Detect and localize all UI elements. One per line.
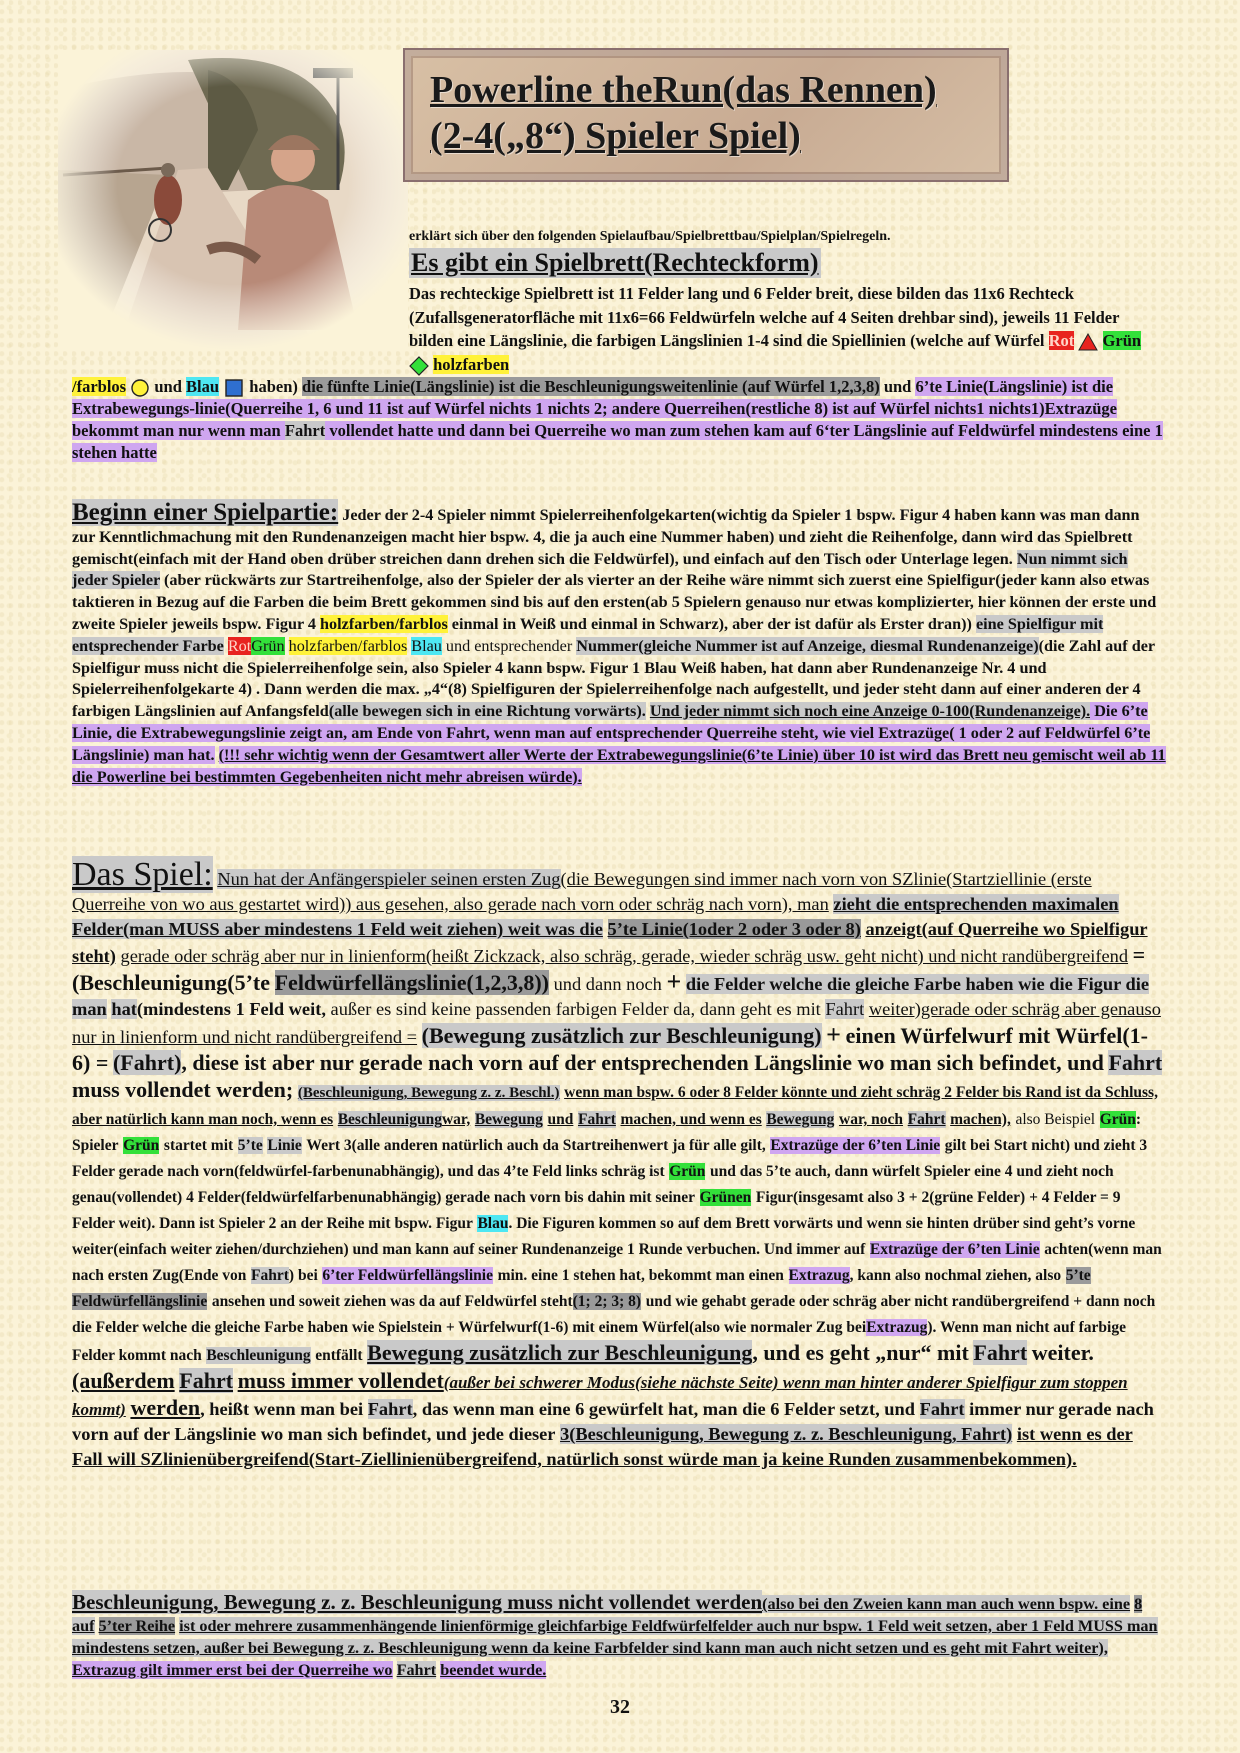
section-heading-schluss: Beschleunigung, Bewegung z. z. Beschleunigung muss nicht vollendet werden — [72, 1590, 763, 1614]
plus-icon: + — [666, 967, 682, 996]
section-heading-spiel: Das Spiel: — [72, 856, 213, 893]
page-number: 32 — [610, 1696, 630, 1718]
section-spiel: Das Spiel: Nun hat der Anfängerspieler seinen ersten Zug(die Bewegungen sind immer nach vorn von SZlinie(Startziellinie (erste Querreihe von wo aus gestartet wird)) aus gesehen, also gerade nach vorn oder schräg nach vorn), man zieht die entsprechenden maximalen Felder(man MUSS aber mindestens 1 Feld weit ziehen) weit was die 5’te Linie(1oder 2 oder 3 oder 8) anzeigt(auf Querreihe wo Spielfigur steht) gerade oder schräg aber nur in linienform(heißt Zickzack, also schräg, gerade, wieder schräg usw. geht nicht) und nicht randübergreifend = (Beschleunigung(5’te Feldwürfellängslinie(1,2,3,8)) und dann noch + die Felder welche die gleiche Farbe haben wie die Figur die man hat(mindestens 1 Feld weit, außer es sind keine passenden farbigen Felder da, dann geht es mit Fahrt weiter)gerade oder schräg aber genauso nur in linienform und nicht randübergreifend = (Bewegung zusätzlich zur Beschleunigung) + einen Würfelwurf mit Würfel(1-6) = (Fahrt), diese ist aber nur gerade nach vorn auf der entsprechenden Längslinie wo man sich befindet, und Fahrt muss vollendet werden; (Beschleunigung, Bewegung z. z. Beschl.) wenn man bspw. 6 oder 8 Felder könnte und zieht schräg 2 Felder bis Rand ist da Schluss, aber natürlich kann man noch, wenn es Beschleunigungwar, Bewegung und Fahrt machen, und wenn es Bewegung war, noch Fahrt machen), also Beispiel Grün: Spieler Grün startet mit 5’te Linie Wert 3(alle anderen natürlich auch da Startreihenwert ja für alle gilt, Extrazüge der 6’ten Linie gilt bei Start nicht) und zieht 3 Felder gerade nach vorn(feldwürfel-farbenunabhängig), und das 4’te Feld links schräg ist Grün und das 5’te auch, dann würfelt Spieler eine 4 und zieht noch genau(vollendet) 4 Felder(feldwürfelfarbenunabhängig) gerade nach vorn bis dahin mit seiner Grünen Figur(insgesamt also 3 + 2(grüne Felder) + 4 Felder = 9 Felder weit). Dann ist Spieler 2 an der Reihe mit bspw. Figur Blau. Die Figuren kommen so auf dem Brett vorwärts und wenn sie hinten drüber sind geht’s vorne weiter(einfach weiter ziehen/durchziehen) und man kann auf seiner Rundenanzeige 1 Runde verbuchen. Und immer auf Extrazüge der 6’ten Linie achten(wenn man nach ersten Zug(Ende von Fahrt) bei 6’ter Feldwürfellängslinie min. eine 1 stehen hat, bekommt man einen Extrazug, kann also nochmal ziehen, also 5’te Feldwürfellängslinie ansehen und soweit ziehen was da auf Feldwürfel steht(1; 2; 3; 8) und wie gehabt gerade oder schräg aber nicht randübergreifend + dann noch die Felder welche die gleiche Farbe haben wie Spielstein + Würfelwurf(1-6) mit einem Würfel(also wie normaler Zug beiExtrazug). Wenn man nicht auf farbige Felder kommt nach Beschleunigung entfällt Bewegung zusätzlich zur Beschleunigung, und es geht „nur“ mit Fahrt weiter. (außerdem Fahrt muss immer vollendet(außer bei schwerer Modus(siehe nächste Seite) wenn man hinter anderer Spielfigur zum stoppen kommt) werden, heißt wenn man bei Fahrt, das wenn man eine 6 gewürfelt hat, man die 6 Felder setzt, und Fahrt immer nur gerade nach vorn auf der Längslinie wo man sich befindet, und jede dieser 3(Beschleunigung, Bewegung z. z. Beschleunigung, Fahrt) ist wenn es der Fall will SZlinienübergreifend(Start-Ziellinienübergreifend, natürlich sonst würde man ja keine Runden zusammenbekommen). — [72, 856, 1163, 1469]
intro-paragraph-continued: /farblos und Blau haben) die fünfte Linie(Längslinie) ist die Beschleunigungsweitenlinie (auf Würfel 1,2,3,8) und 6’te Linie(Längslinie) ist die Extrabewegungs-linie(Querreihe 1, 6 und 11 ist auf Würfel nichts 1 nichts 2; andere Querreihen(restliche 8) ist auf Würfel nichts1 nichts1)Extrazüge bekommt man nur wenn man Fahrt vollendet hatte und dann bei Querreihe wo man zum stehen kam auf 6‘ter Längslinie auf Feldwürfel mindestens eine 1 stehen hatte — [72, 377, 1163, 463]
triangle-icon — [1078, 333, 1098, 351]
section-heading-spielbrett: Es gibt ein Spielbrett(Rechteckform) — [411, 248, 819, 277]
square-icon — [223, 378, 245, 398]
title-box — [403, 48, 1009, 182]
section-heading-beginn: Beginn einer Spielpartie: — [72, 499, 339, 526]
color-label-green: Grün — [1102, 331, 1142, 350]
color-label-wood: holzfarben — [433, 354, 510, 374]
cyclists-illustration — [58, 50, 408, 350]
intro-text: erklärt sich über den folgenden Spielaufbau/Spielbrettbau/Spielplan/Spielregeln. — [409, 229, 891, 244]
page-title-line1: Powerline theRun(das Rennen) — [430, 69, 937, 111]
section-beginn: Beginn einer Spielpartie: Jeder der 2-4 Spieler nimmt Spielerreihenfolgekarten(wichtig da Spieler 1 bspw. Figur 4 haben kann was man dann zur Kenntlichmachung mit den Rundenanzeigen macht hier bspw. 4, die ja auch eine Nummer haben) und zieht die Reihenfolge, dann wird das Spielbrett gemischt(einfach mit der Hand oben drüber streichen dann drehen sich die Feldwürfel), und einfach auf den Tisch oder Unterlage legen. Nun nimmt sich jeder Spieler (aber rückwärts zur Startreihenfolge, also der Spieler der als vierter an der Reihe wäre nimmt sich zuerst eine Spielfigur(jeder kann also etwas taktieren in Bezug auf die Farben die beim Brett gekommen sind bis auf den ersten(ab 5 Spielern genauso nur etwas komplizierter, hier können der erste und zweite Spieler jeweils bspw. Figur 4 holzfarben/farblos einmal in Weiß und einmal in Schwarz), aber der ist dafür als Erster dran)) eine Spielfigur mit entsprechender Farbe RotGrün holzfarben/farblos Blau und entsprechender Nummer(gleiche Nummer ist auf Anzeige, diesmal Rundenanzeige)(die Zahl auf der Spielfigur muss nicht die Spielerreihenfolge sein, also Spieler 4 kann bspw. Figur 1 Blau Weiß haben, hat dann aber Rundenanzeige Nr. 4 und Spielerreihenfolgekarte 4) . Dann werden die max. „4“(8) Spielfiguren der Spielerreihenfolge nach aufgestellt, und jeder steht dann auf einer anderen der 4 farbigen Längslinien auf Anfangsfeld(alle bewegen sich in eine Richtung vorwärts). Und jeder nimmt sich noch eine Anzeige 0-100(Rundenanzeige). Die 6’te Linie, die Extrabewegungslinie zeigt an, am Ende von Fahrt, wenn man auf entsprechender Querreihe steht, wie viel Extrazüge( 1 oder 2 auf Feldwürfel 6’te Längslinie) man hat. (!!! sehr wichtig wenn der Gesamtwert aller Werte der Extrabewegungslinie(6’te Linie) über 10 ist wird das Brett neu gemischt weil ab 11 die Powerline bei bestimmten Gegebenheiten nicht mehr abreisen würde). — [72, 499, 1166, 786]
plus-icon-2: + — [826, 1020, 841, 1049]
intro-paragraph: Das rechteckige Spielbrett ist 11 Felder lang und 6 Felder breit, diese bilden das 11x6 Rechteck (Zufallsgeneratorfläche mit 11x6=66 Feldwürfeln welche auf 4 Seiten drehbar sind), jeweils 11 Felder bilden eine Längslinie, die farbigen Längslinien 1-4 sind die Spiellinien (welche auf Würfel Rot Grün holzfarben — [409, 282, 1154, 376]
page-title-line2: (2-4(„8“) Spieler Spiel) — [430, 115, 801, 157]
color-label-red: Rot — [1048, 331, 1075, 350]
diamond-icon — [409, 356, 429, 376]
section-schluss: Beschleunigung, Bewegung z. z. Beschleunigung muss nicht vollendet werden(also bei den Zweien kann man auch wenn bspw. eine 8 auf 5’ter Reihe ist oder mehrere zusammenhängende linienförmige gleichfarbige Feldfwürfelfelder auch nur bspw. 1 Feld weit setzen, aber 1 Feld MUSS man mindestens setzen, außer bei Bewegung z. z. Beschleunigung wenn da keine Farbfelder sind kann man auch nicht setzen und es geht mit Fahrt weiter), Extrazug gilt immer erst bei der Querreihe wo Fahrt beendet wurde. — [72, 1590, 1158, 1679]
color-label-blue: Blau — [186, 377, 220, 396]
circle-icon — [130, 378, 150, 398]
